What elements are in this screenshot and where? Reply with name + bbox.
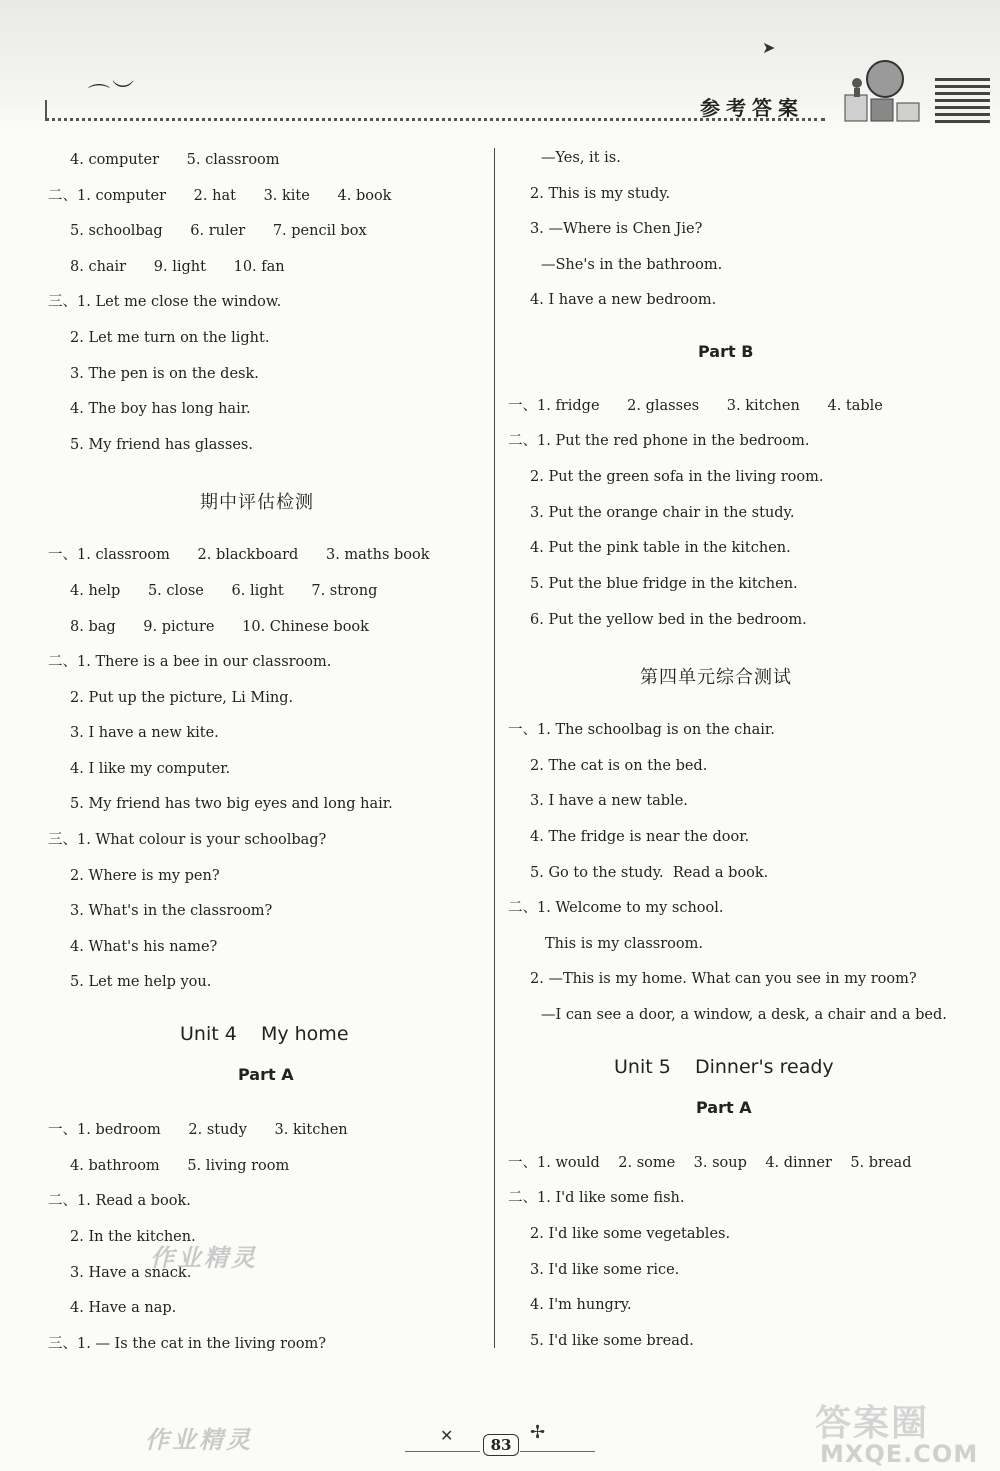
bird-icon: ⌒ (88, 84, 111, 109)
answer-line: 二、1. Put the red phone in the bedroom. (508, 433, 810, 449)
answer-line: 4. bathroom 5. living room (70, 1158, 290, 1174)
answer-line: 3. I have a new kite. (70, 725, 219, 741)
section-heading-unit4: Unit 4 My home (180, 1023, 349, 1045)
answer-line: 6. Put the yellow bed in the bedroom. (530, 612, 807, 628)
header-divider (45, 100, 47, 120)
answer-line: 5. Let me help you. (70, 974, 212, 990)
answer-line: 3. Put the orange chair in the study. (530, 505, 795, 521)
watermark-logo: 答案圈 (815, 1403, 930, 1444)
answer-line: 3. Have a snack. (70, 1265, 192, 1281)
footer-rule-left (405, 1451, 480, 1452)
footer-rule-right (520, 1451, 595, 1452)
page-number: 83 (483, 1434, 519, 1456)
answer-line: 8. chair 9. light 10. fan (70, 259, 285, 275)
answer-line: 3. What's in the classroom? (70, 903, 273, 919)
answer-line: —I can see a door, a window, a desk, a chair and a bed. (541, 1007, 947, 1023)
answer-line: 3. The pen is on the desk. (70, 366, 259, 382)
answer-line: 4. help 5. close 6. light 7. strong (70, 583, 378, 599)
paper-plane-icon: ➤ (762, 38, 776, 57)
answer-line: 2. In the kitchen. (70, 1229, 196, 1245)
column-divider (494, 148, 495, 1348)
answer-line: 2. Let me turn on the light. (70, 330, 270, 346)
answer-line: 5. Put the blue fridge in the kitchen. (530, 576, 798, 592)
section-heading-unit4-test: 第四单元综合测试 (640, 667, 792, 688)
answer-line: 2. Where is my pen? (70, 868, 220, 884)
answer-line: 5. My friend has glasses. (70, 437, 253, 453)
ornament-icon: ✢ (530, 1422, 546, 1443)
header-title: 参考答案 (700, 96, 804, 120)
answer-line: 3. —Where is Chen Jie? (530, 221, 703, 237)
answer-line: 4. The fridge is near the door. (530, 829, 750, 845)
answer-line: 5. My friend has two big eyes and long hair. (70, 796, 393, 812)
answer-line: 一、1. bedroom 2. study 3. kitchen (48, 1122, 348, 1138)
answer-line: 8. bag 9. picture 10. Chinese book (70, 619, 369, 635)
answer-line: 三、1. — Is the cat in the living room? (48, 1336, 327, 1352)
answer-line: 4. Put the pink table in the kitchen. (530, 540, 791, 556)
globe-figure-icon (835, 55, 923, 123)
answer-line: —She's in the bathroom. (541, 257, 723, 273)
watermark-url: MXQE.COM (820, 1440, 979, 1468)
answer-line: 2. This is my study. (530, 186, 671, 202)
section-heading-unit5: Unit 5 Dinner's ready (614, 1056, 834, 1078)
section-heading-midterm: 期中评估检测 (200, 492, 314, 513)
answer-line: 二、1. Welcome to my school. (508, 900, 724, 916)
answer-line: 5. I'd like some bread. (530, 1333, 694, 1349)
answer-line: 3. I'd like some rice. (530, 1262, 680, 1278)
answer-line: 2. —This is my home. What can you see in my room? (530, 971, 917, 987)
answer-line: 4. The boy has long hair. (70, 401, 251, 417)
answer-line: 4. I have a new bedroom. (530, 292, 717, 308)
answer-line: 二、1. There is a bee in our classroom. (48, 654, 332, 670)
section-heading-part-a: Part A (696, 1098, 752, 1117)
answer-line: 5. Go to the study. Read a book. (530, 865, 769, 881)
faint-stamp: 作业精灵 (150, 1243, 258, 1272)
answer-line: 3. I have a new table. (530, 793, 688, 809)
answer-line: 二、1. Read a book. (48, 1193, 191, 1209)
answer-line: 一、1. The schoolbag is on the chair. (508, 722, 775, 738)
answer-line: 2. The cat is on the bed. (530, 758, 708, 774)
bird-icon: ︶ (112, 80, 135, 105)
answer-line: 2. I'd like some vegetables. (530, 1226, 731, 1242)
answer-line: 2. Put the green sofa in the living room. (530, 469, 824, 485)
answer-line: 4. What's his name? (70, 939, 218, 955)
answer-line: 二、1. computer 2. hat 3. kite 4. book (48, 188, 392, 204)
answer-line: —Yes, it is. (541, 150, 621, 166)
faint-stamp: 作业精灵 (145, 1425, 253, 1454)
answer-line: 一、1. would 2. some 3. soup 4. dinner 5. bread (508, 1155, 912, 1171)
answer-line: 一、1. fridge 2. glasses 3. kitchen 4. table (508, 398, 883, 414)
answer-line: 三、1. Let me close the window. (48, 294, 282, 310)
answer-line: 4. I'm hungry. (530, 1297, 632, 1313)
section-heading-part-b: Part B (698, 342, 754, 361)
answer-line: 4. Have a nap. (70, 1300, 177, 1316)
answer-line: This is my classroom. (545, 936, 703, 952)
answer-line: 4. computer 5. classroom (70, 152, 280, 168)
header-stripes (935, 78, 990, 124)
answer-line: 二、1. I'd like some fish. (508, 1190, 685, 1206)
ornament-icon: ✕ (440, 1426, 454, 1445)
answer-line: 一、1. classroom 2. blackboard 3. maths book (48, 547, 430, 563)
answer-line: 2. Put up the picture, Li Ming. (70, 690, 294, 706)
answer-line: 4. I like my computer. (70, 761, 231, 777)
section-heading-part-a: Part A (238, 1065, 294, 1084)
answer-line: 三、1. What colour is your schoolbag? (48, 832, 327, 848)
answer-line: 5. schoolbag 6. ruler 7. pencil box (70, 223, 367, 239)
